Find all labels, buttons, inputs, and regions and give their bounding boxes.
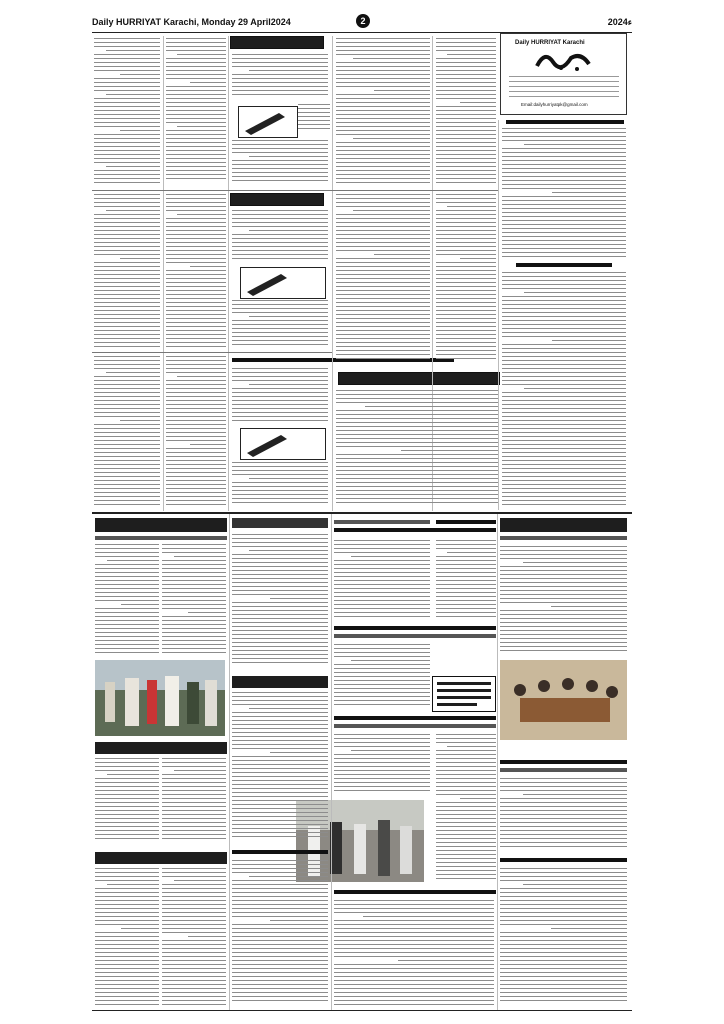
article-column	[334, 644, 430, 710]
article-column	[436, 734, 496, 884]
article-column	[334, 540, 430, 620]
headline-bar	[95, 742, 227, 754]
article-column	[232, 300, 328, 350]
article-column	[232, 54, 328, 102]
headline	[334, 626, 496, 630]
article-column	[166, 194, 226, 350]
masthead-email: Email:dailyhurriyatpk@gmail.com	[521, 102, 588, 107]
article-column	[162, 758, 226, 844]
headline	[95, 536, 227, 540]
pen-icon	[241, 268, 325, 298]
headline	[334, 634, 496, 638]
article-column	[336, 194, 430, 368]
article-column	[94, 194, 160, 350]
page-number: 2	[356, 14, 370, 28]
article-column	[502, 128, 626, 260]
headline	[232, 850, 328, 854]
article-column	[436, 194, 496, 368]
masthead	[500, 33, 627, 115]
headline	[500, 760, 627, 764]
article-column	[500, 868, 627, 1008]
pen-icon	[241, 429, 325, 459]
article-column	[336, 38, 430, 188]
article-column	[500, 778, 627, 852]
article-column	[94, 356, 160, 508]
article-column	[162, 868, 226, 1008]
article-column	[334, 734, 430, 796]
headline-bar	[95, 518, 227, 532]
headline	[334, 520, 430, 524]
article-column	[298, 104, 330, 138]
article-column	[232, 140, 328, 188]
columnist-badge	[240, 428, 326, 460]
article-column	[232, 462, 328, 508]
headline	[334, 890, 496, 894]
page-header	[92, 14, 632, 34]
boxed-notice	[432, 676, 496, 712]
article-column	[95, 758, 159, 844]
article-column	[166, 356, 226, 508]
footer-rule	[92, 1010, 632, 1011]
columnist-badge	[238, 106, 298, 138]
article-column	[232, 210, 328, 264]
article-column	[436, 38, 496, 188]
headline	[500, 858, 627, 862]
headline-bar	[95, 852, 227, 864]
headline	[334, 528, 496, 532]
meeting-photo-icon	[500, 660, 627, 740]
headline	[506, 120, 624, 124]
column-header-bar	[230, 36, 324, 49]
article-column	[436, 540, 496, 620]
article-column	[166, 38, 226, 188]
header-urdu-date: 2024ء	[607, 17, 632, 27]
headline	[516, 263, 612, 267]
rally-photo	[95, 660, 225, 736]
pen-icon	[239, 107, 297, 137]
masthead-brand: Daily HURRIYAT Karachi	[515, 40, 585, 46]
header-date-line: Daily HURRIYAT Karachi, Monday 29 April2024	[92, 17, 291, 27]
headline-bar	[500, 518, 627, 532]
headline-bar	[232, 676, 328, 688]
newspaper-logo-icon	[531, 48, 595, 72]
headline	[334, 716, 496, 720]
article-column	[162, 544, 226, 656]
article-column	[95, 868, 159, 1008]
article-column	[95, 544, 159, 656]
meeting-photo	[500, 660, 627, 740]
section-divider	[92, 512, 632, 514]
column-header-bar	[338, 372, 500, 385]
headline-bar	[232, 518, 328, 528]
article-column	[336, 390, 498, 508]
article-column	[232, 368, 328, 424]
columnist-badge	[240, 267, 326, 299]
headline	[334, 724, 496, 728]
article-column	[500, 546, 627, 654]
article-column	[94, 38, 160, 188]
crowd-photo-icon	[95, 660, 225, 736]
headline	[436, 520, 496, 524]
headline	[500, 536, 627, 540]
article-column	[334, 900, 494, 1008]
article-column	[232, 860, 328, 1008]
article-column	[232, 534, 328, 668]
column-header-bar	[230, 193, 324, 206]
article-column	[232, 692, 328, 842]
headline	[500, 768, 627, 772]
article-column	[502, 272, 626, 508]
